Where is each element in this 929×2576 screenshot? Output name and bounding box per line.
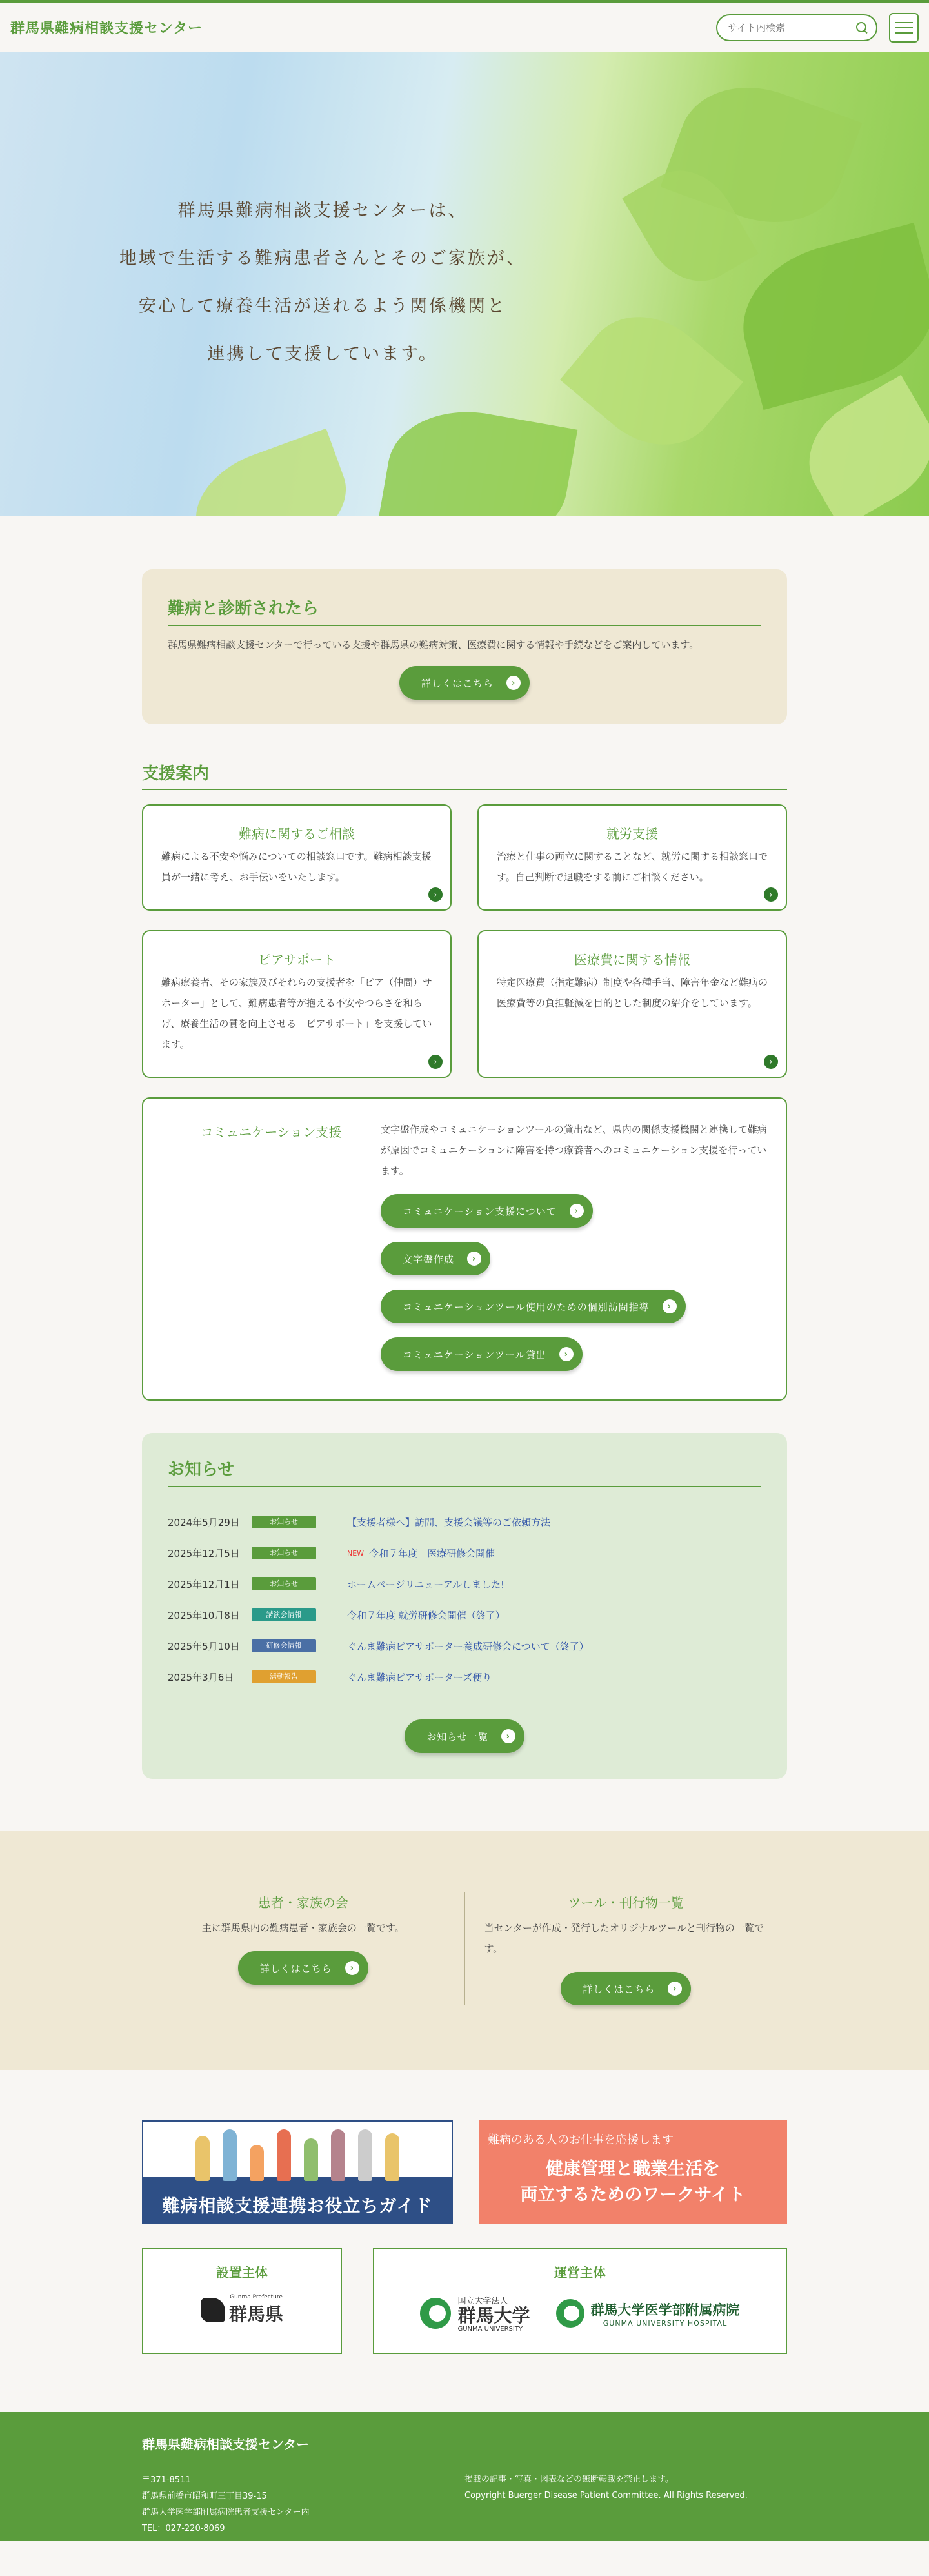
hamburger-icon [895, 22, 913, 23]
hero-message [97, 187, 548, 378]
footer-title: 群馬県難病相談支援センター [142, 2437, 310, 2452]
news-category-badge: お知らせ [252, 1547, 316, 1559]
prefecture-en: Gunma Prefecture [230, 2294, 283, 2300]
hospital-mark-icon [556, 2299, 584, 2328]
arrow-right-icon: › [570, 1204, 584, 1218]
establishing-body-box [142, 2248, 342, 2354]
button-label: コミュニケーションツール貸出 [403, 1348, 546, 1361]
card-text: 難病療養者、その家族及びそれらの支援者を「ピア（仲間）サポーター」として、難病患者等が抱える不安やつらさを和らげ、療養生活の質を向上させる「ピアサポート」を支援しています。 [161, 977, 433, 1050]
search-icon[interactable] [855, 21, 868, 34]
person-figure [223, 2129, 237, 2181]
support-card-employment[interactable] [477, 804, 787, 911]
prefecture-shape-icon [201, 2298, 225, 2322]
button-label: コミュニケーションツール使用のための個別訪問指導 [403, 1301, 650, 1313]
card-title: ピアサポート [258, 952, 335, 968]
gunma-university-hospital-logo[interactable] [556, 2299, 740, 2328]
news-link[interactable]: 令和７年度 就労研修会開催（終了） [347, 1609, 505, 1621]
footer-notes [464, 2471, 748, 2504]
communication-about-button[interactable] [381, 1194, 593, 1228]
news-category-badge: 研修会情報 [252, 1639, 316, 1652]
work-banner-line: 両立するためのワークサイト [520, 2185, 746, 2205]
arrow-right-icon: › [764, 1055, 778, 1069]
news-category-badge: お知らせ [252, 1516, 316, 1528]
person-figure [195, 2136, 210, 2181]
news-date: 2025年3月6日 [168, 1671, 234, 1683]
news-date: 2025年12月1日 [168, 1578, 240, 1590]
arrow-right-icon: › [428, 887, 443, 902]
button-label: 詳しくはこちら [259, 1962, 332, 1974]
gunma-university-logo[interactable] [420, 2294, 530, 2333]
groups-band [0, 1831, 929, 2070]
footer-office: 群馬大学医学部附属病院患者支援センター内 [142, 2508, 310, 2517]
button-label: 詳しくはこちら [421, 677, 494, 689]
gunma-prefecture-logo[interactable] [156, 2294, 328, 2326]
news-item[interactable] [168, 1661, 761, 1692]
arrow-right-icon: › [467, 1252, 481, 1266]
news-item[interactable] [168, 1630, 761, 1661]
leaf-decoration [377, 398, 577, 516]
footer-copyright: Copyright Buerger Disease Patient Committee. All Rights Reserved. [464, 2491, 748, 2500]
news-item[interactable] [168, 1506, 761, 1537]
search-input[interactable] [728, 22, 855, 34]
work-banner-title [479, 2156, 787, 2208]
tools-button[interactable] [561, 1972, 691, 2005]
patient-groups-block [142, 1892, 464, 2005]
news-item[interactable] [168, 1568, 761, 1599]
card-title: 就労支援 [606, 826, 658, 842]
work-site-banner[interactable] [479, 2120, 787, 2224]
support-card-consultation[interactable] [142, 804, 452, 911]
person-figure [304, 2138, 318, 2181]
news-link[interactable]: ぐんま難病ピアサポーター養成研修会について（終了） [347, 1640, 589, 1652]
news-category-badge: 活動報告 [252, 1670, 316, 1683]
diagnosed-text: 群馬県難病相談支援センターで行っている支援や群馬県の難病対策、医療費に関する情報や手続などをご案内しています。 [168, 639, 699, 651]
tools-publications-block [464, 1892, 788, 2005]
communication-support-card [142, 1097, 787, 1401]
news-date: 2025年12月5日 [168, 1547, 240, 1559]
news-list-button[interactable] [405, 1719, 524, 1753]
hero [0, 52, 929, 516]
new-badge: NEW [347, 1548, 365, 1557]
letter-board-button[interactable] [381, 1242, 490, 1275]
footer-tel[interactable]: TEL：027-220-8069 [142, 2524, 225, 2533]
person-figure [250, 2145, 264, 2181]
arrow-right-icon: › [663, 1299, 677, 1313]
hamburger-icon [895, 27, 913, 28]
hero-line: 安心して療養生活が送れるよう関係機関と [139, 296, 506, 316]
footer-street: 群馬県前橋市昭和町三丁目39-15 [142, 2491, 267, 2501]
diagnosed-section [142, 569, 787, 724]
hospital-en: GUNMA UNIVERSITY HOSPITAL [603, 2318, 728, 2328]
support-card-peer-support[interactable] [142, 930, 452, 1078]
work-banner-subtitle: 難病のある人のお仕事を応援します [488, 2133, 674, 2147]
communication-title: コミュニケーション支援 [200, 1124, 342, 1140]
arrow-right-icon: › [428, 1055, 443, 1069]
button-label: コミュニケーション支援について [403, 1205, 557, 1217]
establishing-body-title: 設置主体 [216, 2265, 268, 2280]
patient-groups-button[interactable] [238, 1951, 368, 1985]
tools-text: 当センターが作成・発行したオリジナルツールと刊行物の一覧です。 [484, 1922, 764, 1954]
university-small: 国立大学法人 [457, 2297, 508, 2306]
patient-groups-title: 患者・家族の会 [257, 1895, 348, 1911]
guide-banner[interactable] [142, 2120, 453, 2224]
support-title: 支援案内 [142, 760, 787, 790]
news-link[interactable]: ぐんま難病ピアサポーターズ便り [347, 1671, 492, 1683]
arrow-right-icon: › [668, 1982, 682, 1996]
news-title: お知らせ [168, 1456, 761, 1487]
news-section [142, 1433, 787, 1779]
hamburger-icon [895, 32, 913, 34]
card-text: 難病による不安や悩みについての相談窓口です。難病相談支援員が一緒に考え、お手伝いをいたします。 [161, 851, 432, 883]
home-visit-guidance-button[interactable] [381, 1290, 686, 1323]
arrow-right-icon: › [501, 1729, 515, 1743]
news-date: 2024年5月29日 [168, 1516, 240, 1528]
news-list [168, 1506, 761, 1692]
tool-lending-button[interactable] [381, 1337, 583, 1371]
person-figure [277, 2129, 291, 2181]
diagnosed-detail-button[interactable] [399, 666, 530, 700]
work-banner-line: 健康管理と職業生活を [546, 2159, 720, 2179]
card-text: 治療と仕事の両立に関することなど、就労に関する相談窓口です。自己判断で退職をする前にご相談ください。 [497, 851, 768, 883]
arrow-right-icon: › [764, 887, 778, 902]
site-title[interactable]: 群馬県難病相談支援センター [10, 21, 203, 37]
person-figure [385, 2133, 399, 2181]
news-link[interactable]: ホームページリニューアルしました! [347, 1578, 505, 1590]
button-label: 詳しくはこちら [583, 1983, 655, 1995]
person-figure [358, 2129, 372, 2181]
news-item[interactable] [168, 1599, 761, 1630]
university-name: 群馬大学 [457, 2305, 530, 2326]
university-en: GUNMA UNIVERSITY [457, 2326, 523, 2333]
people-illustration [156, 2129, 439, 2181]
button-label: お知らせ一覧 [426, 1730, 488, 1743]
news-link[interactable]: 【支援者様へ】訪問、支援会議等のご依頼方法 [347, 1516, 551, 1528]
menu-button[interactable] [889, 13, 919, 43]
button-label: 文字盤作成 [403, 1253, 455, 1265]
arrow-right-icon: › [345, 1961, 359, 1975]
news-date: 2025年10月8日 [168, 1609, 240, 1621]
hero-line: 地域で生活する難病患者さんとそのご家族が、 [119, 248, 526, 269]
leaf-decoration [181, 429, 361, 516]
arrow-right-icon: › [506, 676, 521, 690]
news-item[interactable] [168, 1537, 761, 1568]
diagnosed-title: 難病と診断されたら [168, 595, 761, 626]
support-card-medical-costs[interactable] [477, 930, 787, 1078]
university-mark-icon [420, 2298, 451, 2329]
support-cards [142, 804, 787, 1078]
site-footer [0, 2412, 929, 2541]
footer-reprint-note: 掲載の記事・写真・図表などの無断転載を禁止します。 [464, 2475, 674, 2484]
hero-line: 群馬県難病相談支援センターは、 [177, 201, 468, 221]
arrow-right-icon: › [559, 1347, 574, 1361]
news-category-badge: お知らせ [252, 1577, 316, 1590]
tools-title: ツール・刊行物一覧 [568, 1895, 684, 1911]
hospital-name: 群馬大学医学部附属病院 [590, 2302, 740, 2318]
site-header [0, 0, 929, 52]
hero-line: 連携して支援しています。 [207, 344, 438, 364]
communication-text: 文字盤作成やコミュニケーションツールの貸出など、県内の関係支援機関と連携して難病が原因でコミュニケーションに障害を持つ療養者へのコミュニケーション支援を行っています。 [381, 1124, 767, 1177]
news-date: 2025年5月10日 [168, 1640, 240, 1652]
guide-banner-caption: 難病相談支援連携お役立ちガイド [162, 2196, 433, 2216]
footer-zip: 〒371-8511 [142, 2475, 191, 2485]
prefecture-name: 群馬県 [228, 2304, 283, 2325]
patient-groups-text: 主に群馬県内の難病患者・家族会の一覧です。 [201, 1922, 405, 1934]
news-category-badge: 講演会情報 [252, 1608, 316, 1621]
operating-body-title: 運営主体 [554, 2265, 606, 2280]
person-figure [331, 2129, 345, 2181]
operating-body-box [373, 2248, 787, 2354]
card-title: 難病に関するご相談 [239, 826, 355, 842]
news-link[interactable]: 令和７年度 医療研修会開催 [369, 1547, 495, 1559]
leaf-decoration [560, 290, 743, 471]
card-title: 医療費に関する情報 [574, 952, 690, 968]
search-box[interactable] [716, 14, 877, 41]
card-text: 特定医療費（指定難病）制度や各種手当、障害年金など難病の医療費等の負担軽減を目的とした制度の紹介をしています。 [497, 977, 768, 1009]
